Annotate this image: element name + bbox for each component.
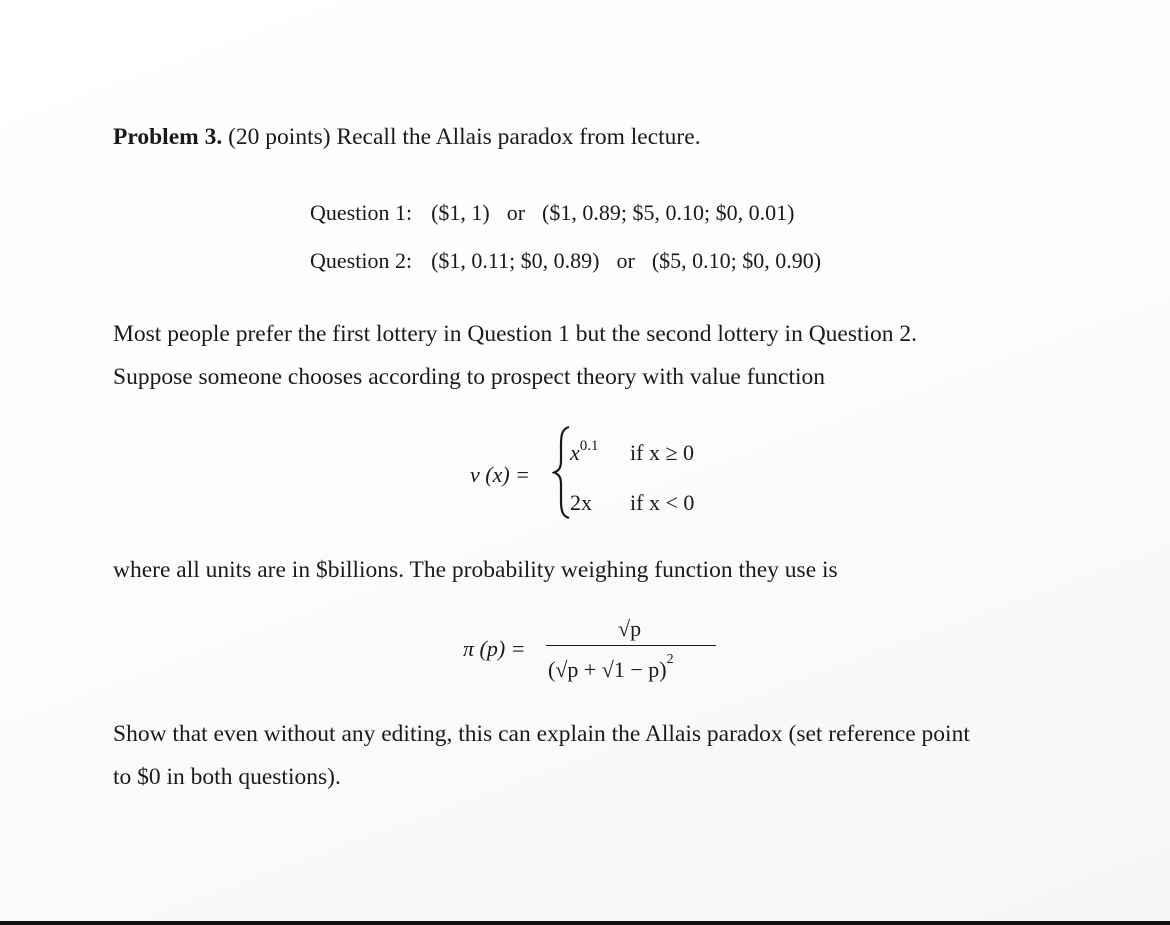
question-option-a: ($1, 0.11; $0, 0.89) — [431, 248, 600, 273]
fraction-bar — [546, 645, 716, 646]
question-option-b: ($1, 0.89; $5, 0.10; $0, 0.01) — [542, 200, 795, 225]
question-label: Question 2: — [310, 248, 413, 273]
problem-label: Problem 3. — [113, 124, 223, 150]
paragraph-3-line-1: Show that even without any editing, this can explain the Allais paradox (set reference point — [113, 721, 970, 747]
denominator-expression: (√p + √1 − p) — [548, 657, 667, 682]
weighting-denominator — [548, 652, 674, 683]
case-2-condition: if x < 0 — [630, 490, 695, 515]
weighting-function-lhs: π (p) = — [463, 636, 526, 661]
denominator-exponent: 2 — [666, 652, 674, 667]
paragraph-2: where all units are in $billions. The probability weighing function they use is — [113, 557, 838, 583]
question-option-a: ($1, 1) — [431, 200, 490, 225]
paragraph-3-line-2: to $0 in both questions). — [113, 764, 341, 790]
problem-points: (20 points) — [228, 124, 331, 150]
question-label: Question 1: — [310, 200, 413, 225]
bottom-edge-bar — [0, 921, 1170, 925]
case-1-exponent: 0.1 — [579, 438, 599, 454]
value-function-lhs: v (x) = — [470, 462, 531, 487]
case-2-expression: 2x — [570, 490, 592, 515]
question-1 — [310, 200, 794, 226]
question-option-b: ($5, 0.10; $0, 0.90) — [651, 248, 822, 273]
weighting-numerator: √p — [618, 616, 642, 641]
case-1-expression — [570, 440, 599, 466]
problem-heading — [113, 126, 701, 150]
question-connector: or — [616, 248, 635, 273]
paragraph-1-line-1: Most people prefer the first lottery in Question 1 but the second lottery in Question 2. — [113, 321, 918, 347]
question-2 — [310, 248, 821, 274]
left-brace-icon — [552, 425, 572, 520]
problem-intro: Recall the Allais paradox from lecture. — [336, 124, 701, 150]
paragraph-1-line-2: Suppose someone chooses according to prospect theory with value function — [113, 364, 826, 390]
case-1-base: x — [570, 440, 580, 465]
question-connector: or — [506, 200, 526, 225]
case-1-condition: if x ≥ 0 — [630, 440, 695, 465]
